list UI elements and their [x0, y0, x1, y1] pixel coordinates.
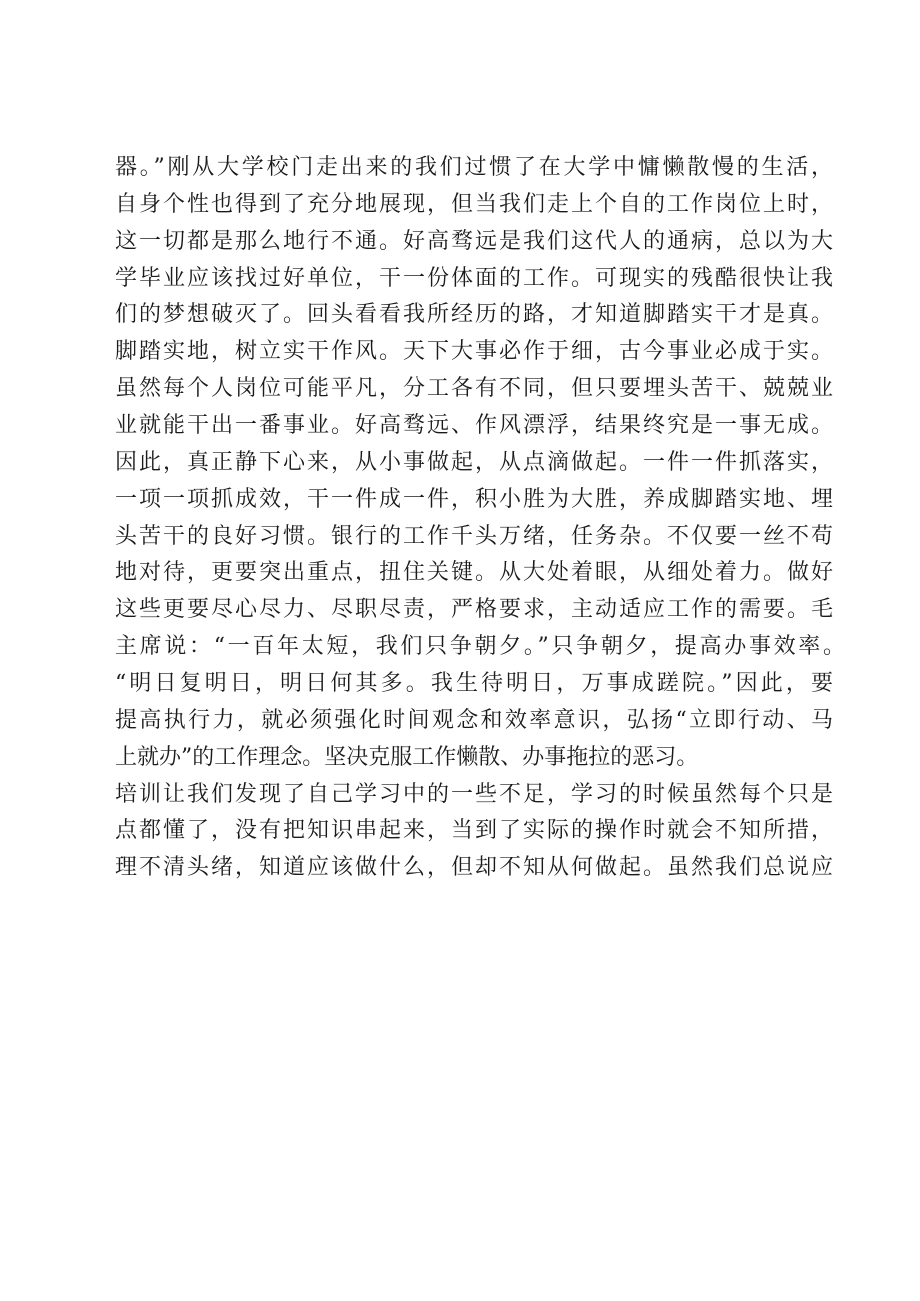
text-line-2: 自身个性也得到了充分地展现，但当我们走上个自的工作岗位上时，: [115, 191, 833, 217]
text-line-7: 虽然每个人岗位可能平凡，分工各有不同，但只要埋头苦干、兢兢业: [115, 376, 833, 402]
text-line-5: 们的梦想破灭了。回头看看我所经历的路，才知道脚踏实干才是真。: [115, 302, 833, 328]
text-line-13: 这些更要尽心尽力、尽职尽责，严格要求，主动适应工作的需要。毛: [115, 597, 833, 623]
text-line-1: 器。”刚从大学校门走出来的我们过惯了在大学中慵懒散慢的生活，: [115, 155, 833, 180]
text-line-8: 业就能干出一番事业。好高骛远、作风漂浮，结果终究是一事无成。: [115, 413, 833, 439]
text-line-9: 因此，真正静下心来，从小事做起，从点滴做起。一件一件抓落实，: [115, 449, 833, 475]
text-line-14: 主席说：“一百年太短，我们只争朝夕。”只争朝夕，提高办事效率。: [115, 634, 845, 660]
text-line-16: 提高执行力，就必须强化时间观念和效率意识，弘扬“立即行动、马: [115, 707, 833, 733]
text-line-11: 头苦干的良好习惯。银行的工作千头万绪，任务杂。不仅要一丝不苟: [115, 523, 833, 549]
text-line-17: 上就办”的工作理念。坚决克服工作懒散、办事拖拉的恶习。: [115, 744, 699, 770]
text-line-12: 地对待，更要突出重点，扭住关键。从大处着眼，从细处着力。做好: [115, 560, 833, 586]
text-line-6: 脚踏实地，树立实干作风。天下大事必作于细，古今事业必成于实。: [115, 339, 833, 365]
text-line-3: 这一切都是那么地行不通。好高骛远是我们这代人的通病，总以为大: [115, 228, 833, 254]
text-line-20: 理不清头绪，知道应该做什么，但却不知从何做起。虽然我们总说应: [115, 855, 833, 881]
text-line-10: 一项一项抓成效，干一件成一件，积小胜为大胜，养成脚踏实地、埋: [115, 486, 833, 512]
text-line-4: 学毕业应该找过好单位，干一份体面的工作。可现实的残酷很快让我: [115, 265, 833, 291]
body-text: [115, 150, 845, 887]
text-line-18: 培训让我们发现了自己学习中的一些不足，学习的时候虽然每个只是: [115, 781, 833, 807]
text-line-15: “明日复明日，明日何其多。我生待明日，万事成蹉院。”因此，要: [115, 671, 833, 697]
text-line-19: 点都懂了，没有把知识串起来，当到了实际的操作时就会不知所措，: [115, 818, 833, 844]
